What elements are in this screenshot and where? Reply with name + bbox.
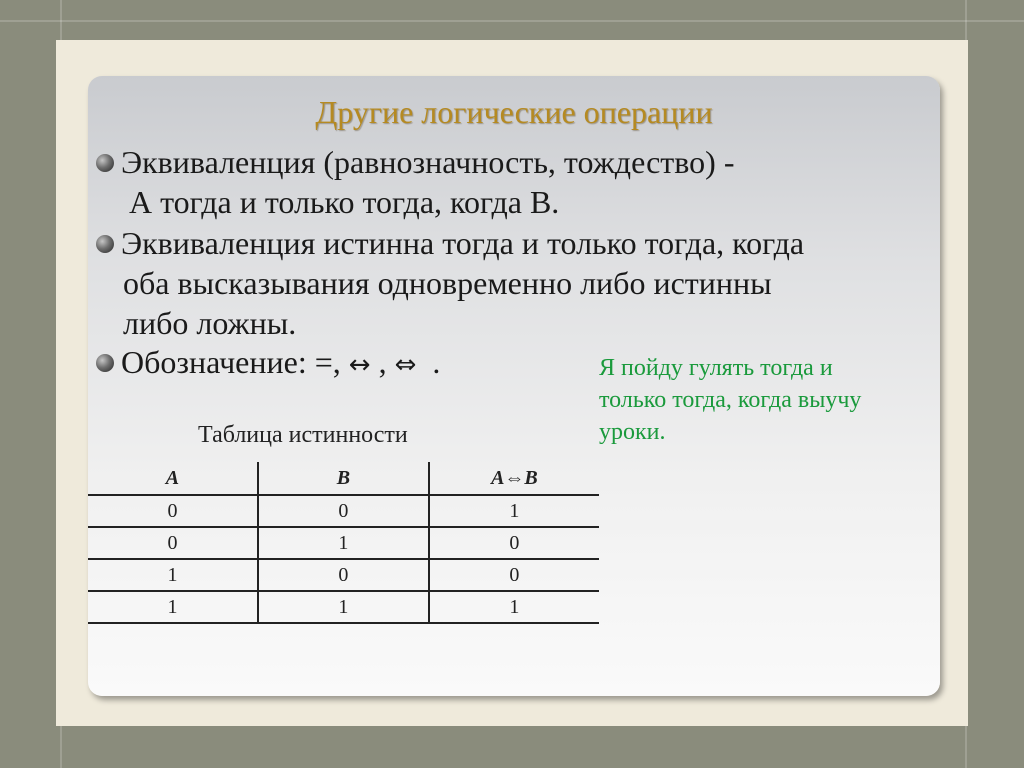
background-line bbox=[0, 20, 1024, 22]
table-cell: 0 bbox=[258, 559, 429, 591]
table-header-a: A bbox=[88, 462, 258, 495]
bullet-icon bbox=[96, 154, 114, 172]
table-cell: 1 bbox=[88, 559, 258, 591]
table-cell: 0 bbox=[429, 527, 599, 559]
table-caption: Таблица истинности bbox=[198, 422, 408, 448]
bullet-separator: , bbox=[370, 344, 395, 380]
table-cell: 1 bbox=[258, 527, 429, 559]
bullet-equivalence-definition bbox=[96, 142, 734, 222]
table-cell: 0 bbox=[429, 559, 599, 591]
bullet-continuation: А тогда и только тогда, когда В. bbox=[121, 184, 560, 220]
double-arrow-icon: ↔ bbox=[348, 350, 371, 380]
bullet-continuation: либо ложны. bbox=[123, 305, 297, 341]
bullet-end: . bbox=[416, 344, 441, 380]
table-cell: 1 bbox=[258, 591, 429, 623]
table-row bbox=[88, 559, 599, 591]
bullet-text: Обозначение: =, bbox=[121, 344, 349, 380]
bullet-text-line bbox=[96, 342, 440, 385]
bullet-text: Эквиваленция истинна тогда и только тогда, когда bbox=[121, 225, 805, 261]
slide-title: Другие логические операции bbox=[315, 94, 713, 130]
bullet-icon bbox=[96, 235, 114, 253]
bullet-text: Эквиваленция (равнозначность, тождество) - bbox=[121, 144, 735, 180]
bullet-equivalence-truth bbox=[96, 223, 804, 343]
table-header-result: A⇔B bbox=[429, 462, 599, 495]
table-header-b: B bbox=[258, 462, 429, 495]
table-cell: 0 bbox=[88, 495, 258, 527]
table-header-row bbox=[88, 462, 599, 495]
truth-table bbox=[88, 462, 599, 624]
table-row bbox=[88, 591, 599, 623]
double-arrow-equivalence-icon: ⇔ bbox=[394, 350, 417, 380]
bullet-continuation: оба высказывания одновременно либо истинны bbox=[123, 265, 772, 301]
table-row bbox=[88, 527, 599, 559]
bullet-icon bbox=[96, 354, 114, 372]
table-cell: 1 bbox=[429, 495, 599, 527]
slide-panel bbox=[88, 76, 940, 696]
table-cell: 0 bbox=[258, 495, 429, 527]
table-cell: 1 bbox=[88, 591, 258, 623]
table-row bbox=[88, 495, 599, 527]
table-cell: 0 bbox=[88, 527, 258, 559]
example-note: Я пойду гулять тогда и только тогда, когда выучу уроки. bbox=[599, 355, 862, 445]
table-cell: 1 bbox=[429, 591, 599, 623]
bullet-notation bbox=[96, 342, 440, 385]
